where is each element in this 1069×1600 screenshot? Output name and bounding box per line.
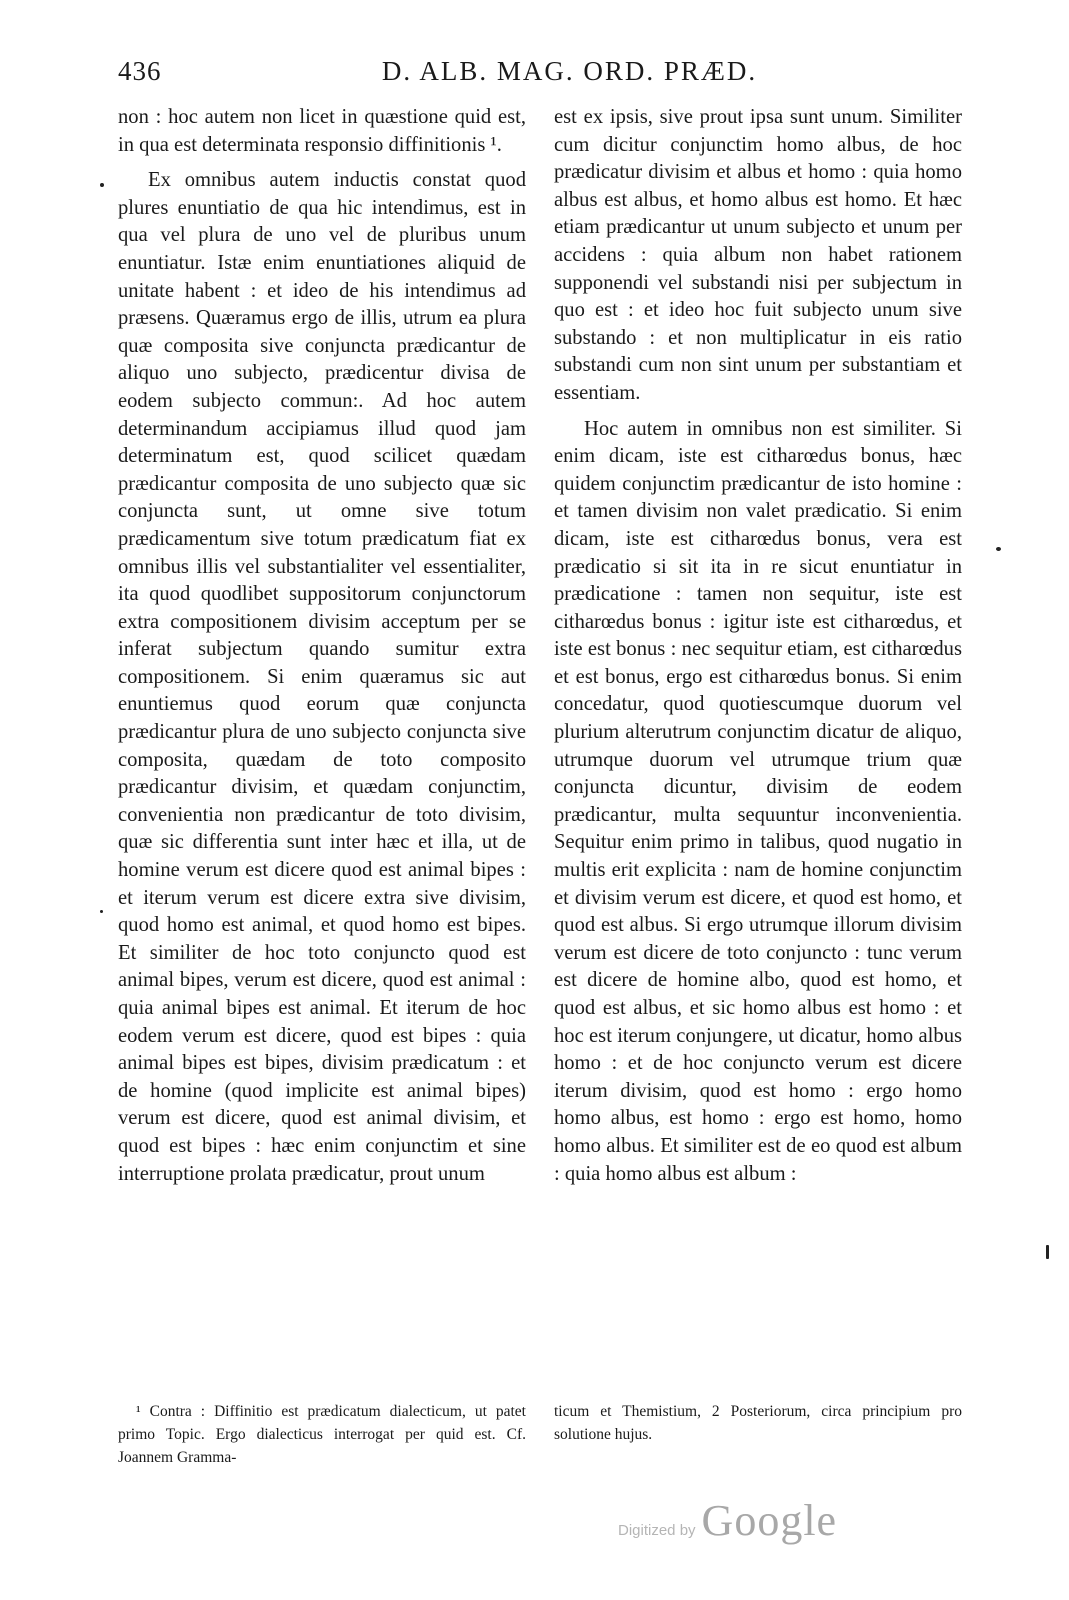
left-paragraph-2: Ex omnibus autem inductis constat quod plures enuntiatio de qua hic intendimus, est in qua vel plura de uno vel de pluribus unum enuntiatur. Istæ enim enuntiationes aliquid de unitate habent : et ideo de his intendimus ad præsens. Quæramus ergo de illis, utrum ea plura quæ composita sive conjuncta prædicantur de aliquo uno subjecto, prædicentur divisa de eodem subjecto commun:. Ad hoc autem determinandum accipiamus illud quod jam determinatum est, quod scilicet quædam prædicantur composita de uno subjecto quæ sic conjuncta sunt, ut omne sive totum prædicamentum sive totum prædicatum fiat ex omnibus illis vel substantialiter vel essentialiter, ita quod quodlibet suppositorum conjunctorum extra compositionem divisim acceptum per se inferat subjectum quando sumitur extra compositionem. Si enim quæramus sic aut enuntiemus quod eorum quæ conjuncta prædicantur plura de uno subjecto conjuncta sive composita, quædam de toto composito prædicantur divisim, et quædam conjunctim, convenientia non prædicantur de toto divisim, quæ sic differentia sunt inter hæc et illa, ut de homine verum est dicere quod est animal bipes : et iterum verum est dicere extra sive divisim, quod homo est animal, et quod homo est bipes. Et similiter de hoc toto conjuncto quod est animal bipes, verum est dicere, quod est animal : quia animal bipes est animal. Et iterum de hoc eodem verum est dicere, quod est bipes : quia animal bipes est bipes, divisim prædicatum : et de homine (quod implicite est animal bipes) verum est dicere, quod est animal divisim, et quod est bipes : hæc enim conjunctim et sine interruptione prolata prædicatur, prout unum	[118, 169, 526, 1185]
scan-edge-mark	[1046, 1245, 1049, 1259]
right-paragraph-2: Hoc autem in omnibus non est similiter. Si enim dicam, iste est citharœdus bonus, hæc quidem conjunctim prædicantur de isto homine : et tamen divisim non valet prædicatio. Si enim dicam, iste est citharœdus bonus, vera est prædicatio si sit ita in re sicut enuntiatur in prædicatione : tamen non sequitur, iste est citharœdus bonus : igitur iste est citharœdus, et iste est bonus : nec sequitur etiam, est citharœdus et est bonus, ergo est citharœdus bonus. Si enim concedatur, quod quotiescumque duorum vel plurium alterutrum conjunctim dicatur de aliquo, utrumque duorum vel utrumque trium quæ conjuncta dicuntur, divisim de eodem prædicantur, multa sequuntur inconvenientia. Sequitur enim primo in talibus, quod nugatio in multis erit explicita : nam de homine conjunctim et divisim verum est dicere, et quod est homo, et quod est albus. Si ergo utrumque illorum divisim verum est dicere de toto conjuncto : tunc verum est dicere de homine albo, quod est homo, et quod est albus, et sic homo albus est homo : et hoc est iterum conjungere, ut dicatur, homo albus homo : et de hoc conjuncto verum est dicere iterum divisim, quod est homo : ergo homo homo albus, est homo : ergo est homo, homo homo albus. Et similiter est de eo quod est album : quia homo albus est album :	[554, 417, 962, 1185]
right-column	[554, 104, 962, 1188]
footnote-right: ticum et Themistium, 2 Posteriorum, circa principium pro solutione hujus.	[554, 1403, 962, 1443]
scan-speck	[100, 183, 104, 187]
page-number: 436	[118, 56, 162, 86]
running-head: D. ALB. MAG. ORD. PRÆD.	[381, 56, 758, 86]
digitized-watermark	[618, 1495, 837, 1546]
left-column	[118, 104, 526, 1188]
digitized-label: Digitized by	[618, 1522, 696, 1539]
scan-speck	[996, 547, 1001, 551]
google-logo: Google	[701, 1496, 838, 1545]
right-paragraph-1: est ex ipsis, sive prout ipsa sunt unum. Similiter cum dicitur conjunctim homo albus, de hoc prædicatur divisim et albus et homo : quia homo albus est albus, et homo albus est homo. Et hæc etiam prædicantur ut unum subjecto et unum per accidens : quia album non habet rationem supponendi vel substandi nisi per subjectum in quo est : et ideo hoc fuit subjecto unum sive substando : et non multiplicatur in eis ratio substandi cum non sint unum per substantiam et essentiam.	[554, 106, 962, 404]
left-paragraph-1: non : hoc autem non licet in quæstione quid est, in qua est determinata responsio diffinitionis ¹.	[118, 106, 526, 156]
footnote-left: ¹ Contra : Diffinitio est prædicatum dialecticum, ut patet primo Topic. Ergo dialecticus interrogat per quid est. Cf. Joannem Gramma-	[118, 1403, 526, 1466]
scan-speck	[100, 910, 103, 913]
